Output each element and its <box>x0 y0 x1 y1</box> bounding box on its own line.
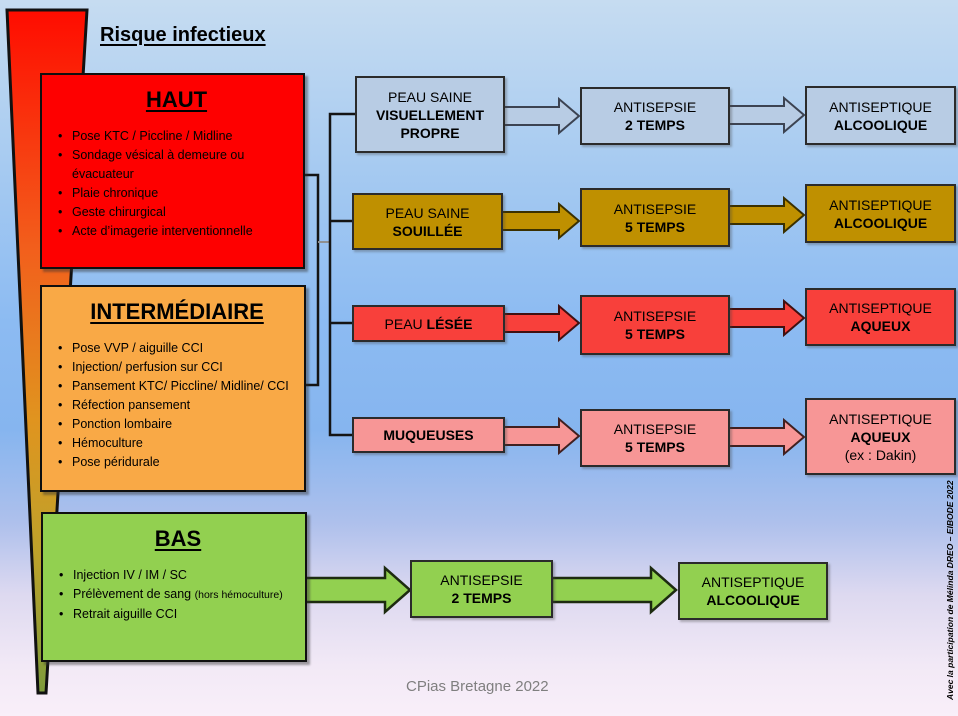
antiseptique-line: AQUEUX <box>850 318 911 334</box>
list-item <box>57 585 299 605</box>
antisepsie-box-row3 <box>580 295 730 355</box>
antiseptique-box-row4 <box>805 398 956 475</box>
list-item: • Acte d’imagerie interventionnelle <box>56 222 297 241</box>
antiseptique-line: ANTISEPTIQUE <box>829 410 932 427</box>
arrow-bas-to-antisepsie <box>304 568 410 612</box>
skin-box-line: MUQUEUSES <box>383 427 474 443</box>
list-item: • Pose KTC / Piccline / Midline <box>56 127 297 146</box>
antiseptique-box-row2 <box>805 184 956 243</box>
antiseptique-box-row3 <box>805 288 956 346</box>
skin-box-line: VISUELLEMENT <box>375 106 485 123</box>
antiseptique-line: ALCOOLIQUE <box>706 592 800 608</box>
antiseptique-box-row1 <box>805 86 956 145</box>
risk-box-intermediaire-heading: INTERMÉDIAIRE <box>90 299 264 324</box>
list-item: • Pansement KTC/ Piccline/ Midline/ CCI <box>56 377 298 396</box>
antisepsie-line: ANTISEPSIE <box>440 572 523 588</box>
list-item: • Hémoculture <box>56 434 298 453</box>
list-item: • Plaie chronique <box>56 184 297 203</box>
antisepsie-line: 2 TEMPS <box>625 117 685 133</box>
antisepsie-line: ANTISEPSIE <box>613 421 697 437</box>
risk-box-haut <box>40 73 305 269</box>
risk-box-intermediaire-list <box>56 339 298 472</box>
skin-box-line <box>385 315 473 333</box>
risk-box-bas-list <box>57 566 299 624</box>
skin-box-saine-souillee <box>352 193 503 250</box>
side-credit: Avec la participation de Mélinda DREO – EIBODE 2022 <box>945 480 955 700</box>
antiseptique-line: (ex : Dakin) <box>844 446 917 463</box>
antisepsie-box-bas <box>410 560 553 618</box>
bracket-haut-intermediaire <box>305 175 318 385</box>
list-item: • Pose péridurale <box>56 453 298 472</box>
antisepsie-line: ANTISEPSIE <box>613 308 697 324</box>
risk-box-bas <box>41 512 307 662</box>
antiseptique-line: ANTISEPTIQUE <box>829 196 932 213</box>
antisepsie-line: 5 TEMPS <box>625 218 685 235</box>
list-item: • Pose VVP / aiguille CCI <box>56 339 298 358</box>
skin-box-lesee <box>352 305 505 342</box>
antisepsie-line: 2 TEMPS <box>451 590 512 606</box>
antiseptique-line: AQUEUX <box>850 428 911 445</box>
arrow-row3-to-antiseptique <box>729 301 804 335</box>
risk-box-haut-heading: HAUT <box>145 87 208 112</box>
arrow-row3-to-antisepsie <box>504 306 579 340</box>
antisepsie-box-row4 <box>580 409 730 467</box>
risk-box-intermediaire <box>40 285 306 492</box>
antiseptique-line: ALCOOLIQUE <box>833 214 928 231</box>
antiseptique-line: ANTISEPTIQUE <box>829 98 932 115</box>
list-item: • Injection/ perfusion sur CCI <box>56 358 298 377</box>
arrow-row2-to-antisepsie <box>502 204 579 238</box>
skin-box-text-bold: LÉSÉE <box>426 315 473 332</box>
skin-box-line: PEAU SAINE <box>387 88 473 105</box>
antisepsie-box-row2 <box>580 188 730 247</box>
arrow-bas-to-antiseptique <box>552 568 676 612</box>
list-item-main: Prélèvement de sang <box>73 587 195 601</box>
skin-box-line: SOUILLÉE <box>392 222 463 239</box>
list-item: • Injection IV / IM / SC <box>57 566 299 585</box>
antiseptique-line: ALCOOLIQUE <box>833 116 928 133</box>
antisepsie-line: ANTISEPSIE <box>613 200 697 217</box>
footer-credit: CPias Bretagne 2022 <box>406 678 549 695</box>
antiseptique-box-bas <box>678 562 828 620</box>
list-item: • Retrait aiguille CCI <box>57 605 299 624</box>
skin-box-muqueuses <box>352 417 505 453</box>
antisepsie-line: 5 TEMPS <box>625 326 685 342</box>
antisepsie-box-row1 <box>580 87 730 145</box>
list-item: • Sondage vésical à demeure ou évacuateur <box>56 146 297 184</box>
skin-box-line: PEAU SAINE <box>385 204 470 221</box>
arrow-row2-to-antiseptique <box>729 198 804 232</box>
page-title: Risque infectieux <box>100 24 266 46</box>
risk-box-haut-list <box>56 127 297 241</box>
list-item: • Ponction lombaire <box>56 415 298 434</box>
antisepsie-line: 5 TEMPS <box>625 439 685 455</box>
arrow-row4-to-antisepsie <box>504 419 579 453</box>
arrow-row4-to-antiseptique <box>729 420 804 454</box>
skin-box-saine-propre <box>355 76 505 153</box>
skin-box-line: PROPRE <box>400 124 460 141</box>
list-item: • Réfection pansement <box>56 396 298 415</box>
antisepsie-line: ANTISEPSIE <box>613 99 697 115</box>
list-item: • Geste chirurgical <box>56 203 297 222</box>
list-item-note: (hors hémoculture) <box>194 589 283 601</box>
arrow-row1-to-antiseptique <box>729 98 804 132</box>
connector-trunk <box>330 114 355 435</box>
skin-box-text: PEAU <box>384 315 427 332</box>
antiseptique-line: ANTISEPTIQUE <box>829 300 932 316</box>
antiseptique-line: ANTISEPTIQUE <box>701 574 805 590</box>
arrow-row1-to-antisepsie <box>504 99 579 133</box>
risk-box-bas-heading: BAS <box>154 526 202 551</box>
